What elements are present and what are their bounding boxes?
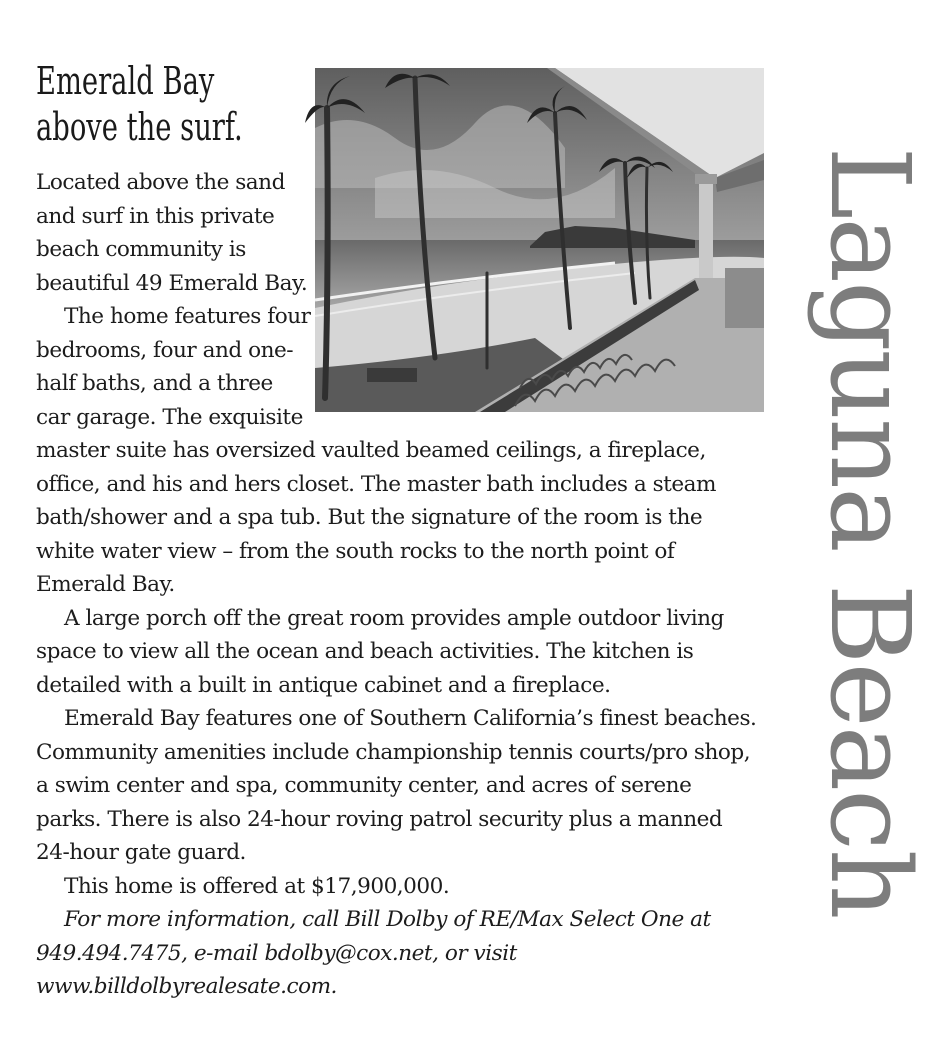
article-paragraph-4: Emerald Bay features one of Southern California’s finest beaches. Community amenities include championship tennis courts/pro shop, a swim center and spa, community center, and acres of serene parks. There is also 24-hour roving patrol security plus a manned 24-hour gate guard. (36, 706, 757, 865)
article-body (36, 166, 758, 1004)
article-headline (36, 58, 243, 150)
headline-line-1: Emerald Bay (36, 59, 215, 103)
article-paragraph-3: A large porch off the great room provides ample outdoor living space to view all the ocean and beach activities. The kitchen is detailed with a built in antique cabinet and a fireplace. (36, 605, 724, 698)
article-paragraph-1: Located above the sand and surf in this private beach community is beautiful 49 Emerald Bay. (36, 170, 308, 296)
price-paragraph: This home is offered at $17,900,000. (64, 873, 450, 899)
photo-wrap-spacer (312, 166, 758, 418)
section-title-vertical: Laguna Beach (806, 146, 934, 918)
headline-line-2: above the surf. (36, 105, 243, 149)
article-paragraph-2: The home features four bedrooms, four and one-half baths, and a three car garage. The exquisite master suite has oversized vaulted beamed ceilings, a fireplace, office, and his and hers closet. The master bath includes a steam bath/shower and a spa tub. But the signature of the room is the white water view – from the south rocks to the north point of Emerald Bay. (36, 304, 716, 597)
contact-paragraph: For more information, call Bill Dolby of RE/Max Select One at 949.494.7475, e-mail bdolby@cox.net, or visit www.billdolbyrealesate.com. (36, 907, 711, 999)
